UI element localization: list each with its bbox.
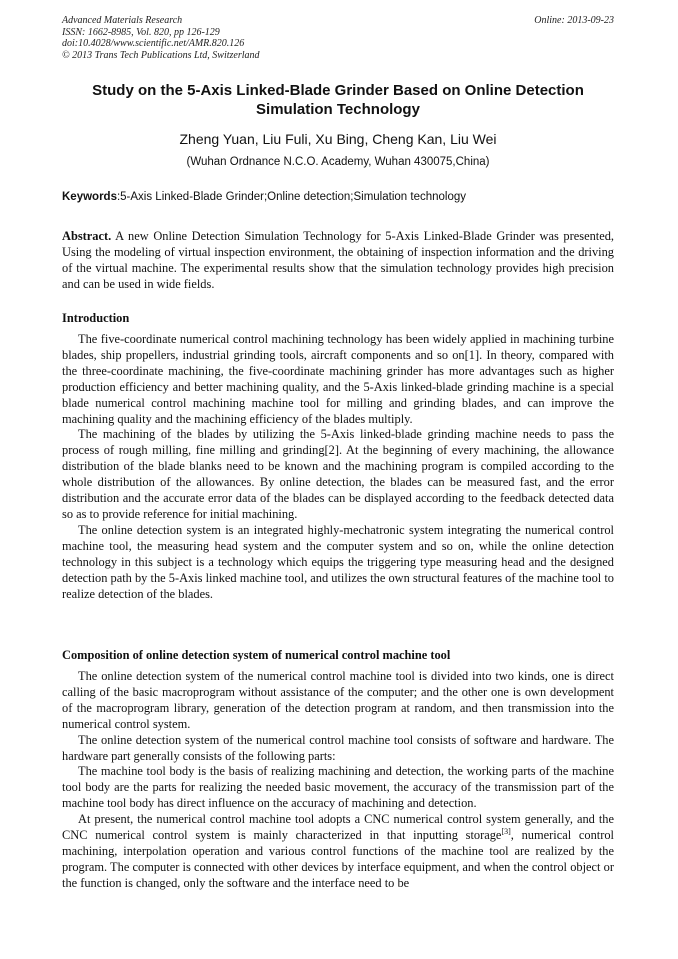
journal-name: Advanced Materials Research — [62, 15, 183, 26]
abstract-text: A new Online Detection Simulation Technology for 5-Axis Linked-Blade Grinder was presented, Using the modeling of virtual inspection environment, the obtaining of inspection information and the driving of the virtual machine. The experimental results show that the simulation technology provides high precision and can be used in wide fields. — [62, 229, 614, 291]
affiliation: (Wuhan Ordnance N.C.O. Academy, Wuhan 430075,China) — [186, 156, 490, 168]
introduction-body — [62, 332, 614, 602]
keywords-label: Keywords — [62, 191, 117, 203]
abstract-paragraph — [62, 229, 614, 293]
paper-title: Study on the 5-Axis Linked-Blade Grinder Based on Online Detection Simulation Technology — [92, 82, 584, 118]
online-date: Online: 2013-09-23 — [534, 15, 614, 26]
composition-paragraph-2: The online detection system of the numerical control machine tool consists of software and hardware. The hardware part generally consists of the following parts: — [62, 732, 614, 763]
citation-ref: [3] — [501, 826, 511, 836]
composition-paragraph-3: The machine tool body is the basis of realizing machining and detection, the working parts of the machine tool body are the parts for realizing the needed basic movement, the accuracy of the transmission part of the machine tool body has direct influence on the accuracy of machining and detection. — [62, 764, 614, 811]
section-heading-introduction: Introduction — [62, 311, 130, 325]
abstract-label: Abstract. — [62, 229, 112, 243]
intro-paragraph-2: The machining of the blades by utilizing the 5-Axis linked-blade grinding machine needs to pass the process of rough milling, fine milling and grinding[2]. At the beginning of every machining, the allowance distribution of the blade blanks need to be known and the machining program is compiled according to the whole distribution of the allowances. By online detection, the blades can be measured fast, and the error distribution and the accurate error data of the blades can be displayed according to the feedback detected data so as to provide reference for initial machining. — [62, 427, 614, 521]
section-heading-composition: Composition of online detection system of numerical control machine tool — [62, 648, 451, 662]
copyright-line: © 2013 Trans Tech Publications Ltd, Switzerland — [62, 49, 260, 61]
journal-header — [62, 15, 614, 61]
abstract-block — [62, 229, 614, 293]
composition-paragraph-1: The online detection system of the numerical control machine tool is divided into two kinds, one is direct calling of the basic macroprogram without assistance of the computer; and the other one is own development of the macroprogram library, generation of the detection program at random, and then transmission into the numerical control system. — [62, 669, 614, 731]
issn-line: ISSN: 1662-8985, Vol. 820, pp 126-129 — [62, 26, 220, 38]
composition-paragraph-4 — [62, 812, 614, 892]
composition-body — [62, 669, 614, 892]
intro-paragraph-1: The five-coordinate numerical control machining technology has been widely applied in machining turbine blades, ship propellers, industrial grinding tools, aircraft components and so on[1]. In theory, compared with the three-coordinate machining, the five-coordinate machining grinder has more advantages such as higher production efficiency and better machining quality, and the 5-Axis linked-blade grinding machine is a special blade numerical control machining machine tool for milling and grinding blades, and can improve the machining quality and the machining efficiency of the blades multiply. — [62, 332, 614, 426]
keywords-line — [62, 191, 614, 203]
composition-p4-start: At present, the numerical control machine tool adopts a CNC numerical control system generally, and the CNC numerical control system is mainly characterized in that inputting storage — [62, 812, 614, 843]
author-list: Zheng Yuan, Liu Fuli, Xu Bing, Cheng Kan, Liu Wei — [179, 131, 497, 147]
keywords-text: :5-Axis Linked-Blade Grinder;Online detection;Simulation technology — [116, 191, 466, 203]
composition-p4-end: , numerical control machining, interpolation operation and various control functions of the machine tool are realized by the program. The computer is connected with other devices by interface equipment, and when the control object or the function is changed, only the software and the interface need to be — [62, 828, 614, 890]
doi-line: doi:10.4028/www.scientific.net/AMR.820.126 — [62, 38, 245, 50]
intro-paragraph-3: The online detection system is an integrated highly-mechatronic system integrating the numerical control machine tool, the measuring head system and the computer system and so on, while the online detection technology in this subject is a technology which equips the triggering type measuring head and the designed detection path by the 5-Axis linked machine tool, and utilizes the own structural features of the machine tool to realize detection of the blades. — [62, 522, 614, 601]
